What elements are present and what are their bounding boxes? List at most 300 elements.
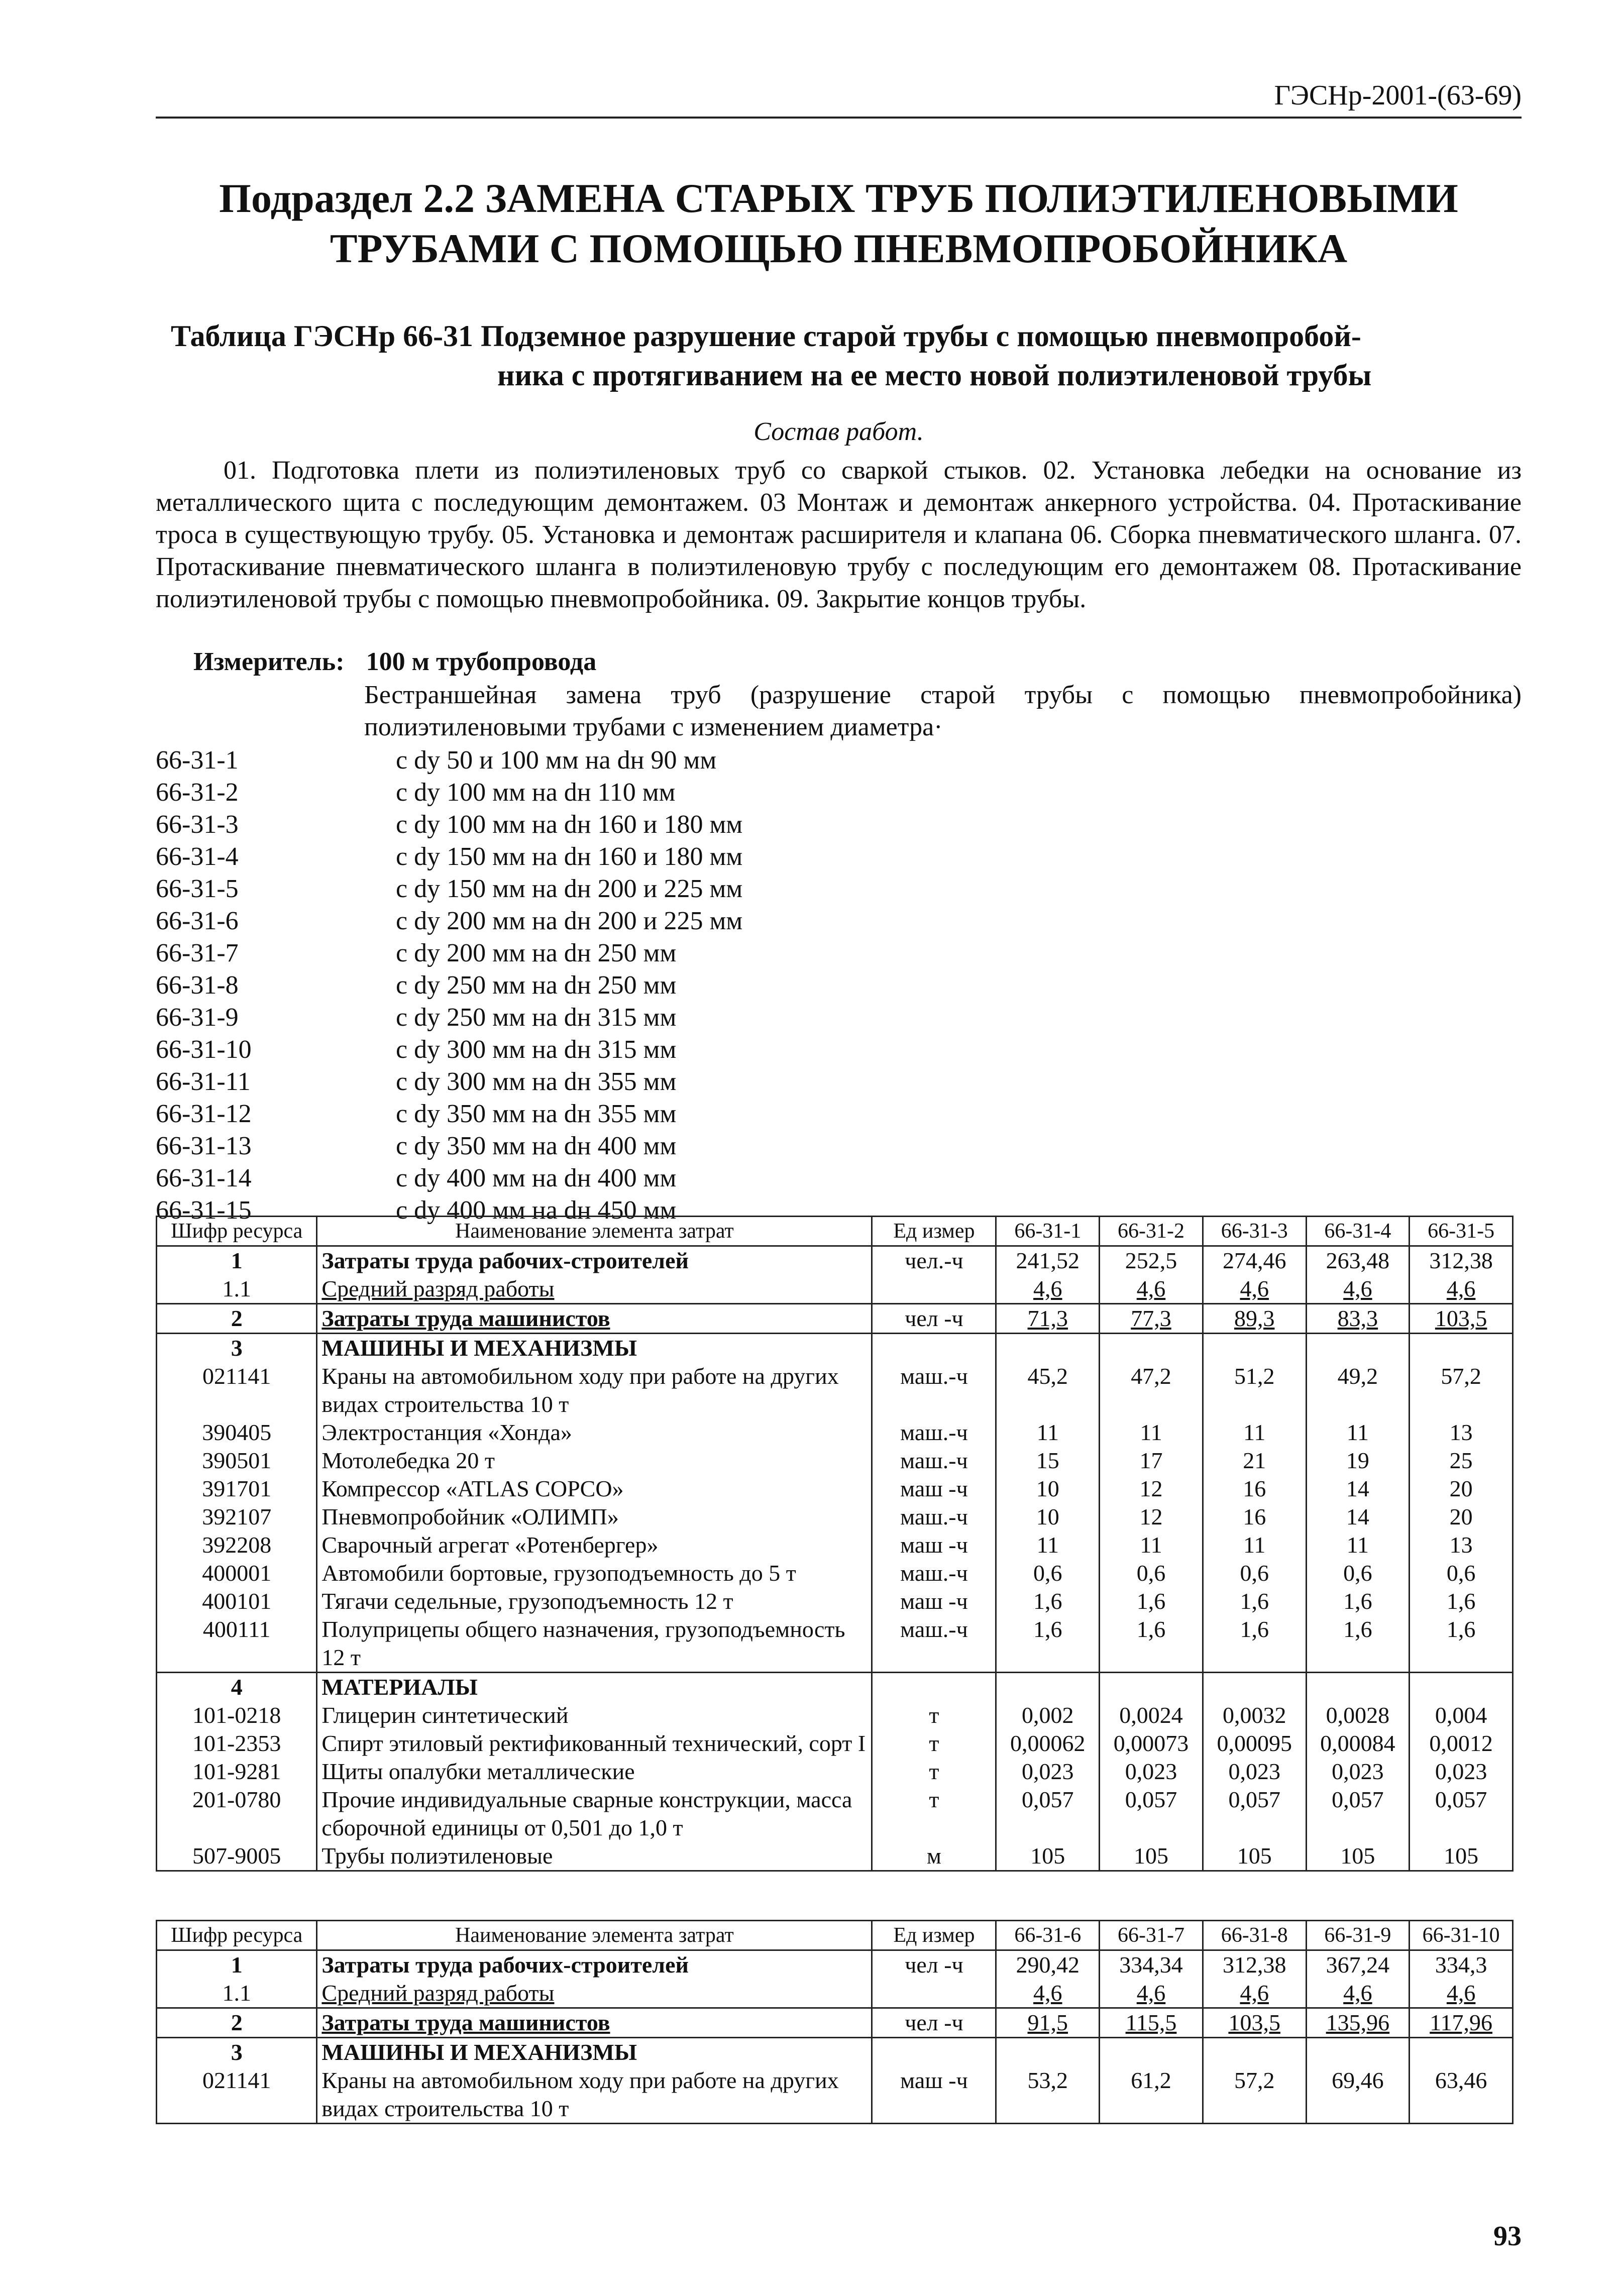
resource-value-text: 115,5	[1125, 2010, 1177, 2035]
resource-name	[317, 1362, 872, 1418]
code-id: 66-31-13	[156, 1132, 252, 1160]
resource-value-text: 0,023	[1435, 1759, 1487, 1784]
resource-value	[1410, 1673, 1513, 1702]
resource-value-text: 77,3	[1131, 1305, 1171, 1331]
code-description: с dy 300 мм на dн 355 мм	[396, 1067, 677, 1096]
resource-unit-text: маш.-ч	[900, 1616, 968, 1642]
resource-unit-text: т	[929, 1787, 939, 1812]
resource-value-text: 12	[1139, 1476, 1163, 1501]
resource-value-text: 1,6	[1033, 1588, 1062, 1614]
resource-value-text: 117,96	[1430, 2010, 1493, 2035]
resource-code-text: 1	[231, 1248, 243, 1273]
resource-value	[1306, 1587, 1410, 1615]
resource-value	[996, 1758, 1100, 1786]
resource-value-text: 11	[1243, 1532, 1266, 1558]
resource-value	[1410, 1729, 1513, 1758]
resource-name-text: Затраты труда машинистов	[321, 2010, 610, 2035]
column-header: 66-31-9	[1306, 1921, 1410, 1950]
resource-value-text: 4,6	[1033, 1980, 1062, 2006]
resource-value	[1100, 1559, 1203, 1587]
code-id: 66-31-14	[156, 1164, 252, 1192]
resource-value-text: 0,057	[1435, 1787, 1487, 1812]
resource-value	[1410, 1246, 1513, 1275]
resource-value-text: 252,5	[1125, 1248, 1177, 1273]
resource-code	[157, 1447, 317, 1475]
resource-value	[1410, 1615, 1513, 1673]
table-row	[157, 2008, 1513, 2038]
resource-name-text: Краны на автомобильном ходу при работе на других видах строительства 10 т	[321, 1363, 839, 1417]
code-id: 66-31-8	[156, 971, 239, 1000]
resource-code-text: 101-9281	[192, 1759, 281, 1784]
resource-code-text: 201-0780	[192, 1787, 281, 1812]
table-row	[157, 1587, 1513, 1615]
resource-value	[1203, 2008, 1306, 2038]
resource-value	[1100, 1362, 1203, 1418]
code-list-item	[156, 969, 742, 1002]
resource-value	[1100, 1587, 1203, 1615]
code-id: 66-31-5	[156, 874, 239, 903]
resource-unit-text: маш.-ч	[900, 1504, 968, 1529]
resource-code	[157, 1362, 317, 1418]
resource-code	[157, 1786, 317, 1842]
resource-unit	[872, 1475, 996, 1503]
resource-value	[996, 1246, 1100, 1275]
table-row	[157, 1475, 1513, 1503]
resource-name-text: Средний разряд работы	[321, 1980, 555, 2006]
resource-value	[1100, 1246, 1203, 1275]
resource-unit	[872, 1950, 996, 1980]
measure-value: 100 м трубопровода	[366, 647, 597, 676]
resource-value-text: 1,6	[1136, 1616, 1166, 1642]
resource-value	[996, 1503, 1100, 1531]
column-header: Ед измер	[872, 1921, 996, 1950]
resource-value-text: 57,2	[1234, 2067, 1275, 2093]
resource-name	[317, 2066, 872, 2124]
resource-name	[317, 1418, 872, 1447]
code-description: с dy 200 мм на dн 250 мм	[396, 939, 677, 967]
resource-name-text: Прочие индивидуальные сварные конструкции, масса сборочной единицы от 0,501 до 1,0 т	[321, 1787, 852, 1840]
resource-value	[1306, 2008, 1410, 2038]
resource-code	[157, 1531, 317, 1559]
resource-value-text: 263,48	[1326, 1248, 1390, 1273]
column-header: 66-31-7	[1100, 1921, 1203, 1950]
resource-value	[1100, 1842, 1203, 1871]
resource-value	[1306, 1559, 1410, 1587]
resource-value-text: 15	[1036, 1448, 1059, 1473]
resource-value	[1203, 1304, 1306, 1334]
resource-value	[1100, 1447, 1203, 1475]
resource-value-text: 25	[1449, 1448, 1473, 1473]
resource-value	[1203, 2038, 1306, 2067]
resource-name	[317, 2038, 872, 2067]
code-description: с dy 100 мм на dн 110 мм	[396, 778, 676, 807]
resource-value	[1100, 1701, 1203, 1729]
code-description: с dy 350 мм на dн 400 мм	[396, 1132, 677, 1160]
resource-name	[317, 2008, 872, 2038]
resource-value	[1203, 1531, 1306, 1559]
code-id: 66-31-15	[156, 1196, 252, 1225]
resource-value-text: 105	[1444, 1843, 1479, 1869]
resource-unit-text: маш.-ч	[900, 1419, 968, 1445]
table-row	[157, 1758, 1513, 1786]
resource-value-text: 57,2	[1441, 1363, 1481, 1389]
resource-value-text: 49,2	[1337, 1363, 1378, 1389]
resource-value-text: 47,2	[1131, 1363, 1171, 1389]
resource-unit-text: маш.-ч	[900, 1448, 968, 1473]
subsection-title-line-1: Подраздел 2.2 ЗАМЕНА СТАРЫХ ТРУБ ПОЛИЭТИЛЕНОВЫМИ	[219, 175, 1458, 221]
code-list-item	[156, 1066, 742, 1098]
resource-value	[1410, 2066, 1513, 2124]
resource-value-text: 274,46	[1222, 1248, 1286, 1273]
column-header: Наименование элемента затрат	[317, 1921, 872, 1950]
resource-name	[317, 1475, 872, 1503]
table-row	[157, 1304, 1513, 1334]
code-list-item	[156, 1034, 742, 1066]
resource-value-text: 0,6	[1446, 1560, 1476, 1586]
resource-name-text: Средний разряд работы	[321, 1276, 555, 1301]
resource-code-text: 392208	[202, 1532, 272, 1558]
resource-value-text: 1,6	[1033, 1616, 1062, 1642]
resource-value	[1306, 1673, 1410, 1702]
resource-value	[1306, 1246, 1410, 1275]
measure-label: Измеритель:	[193, 647, 345, 676]
resource-value	[1100, 1729, 1203, 1758]
resource-unit-text: маш -ч	[900, 1476, 968, 1501]
resource-code	[157, 2066, 317, 2124]
table-row	[157, 1729, 1513, 1758]
table-row	[157, 1531, 1513, 1559]
resource-value-text: 1,6	[1240, 1588, 1269, 1614]
resource-code	[157, 1615, 317, 1673]
resource-value	[996, 1418, 1100, 1447]
column-header: Шифр ресурса	[157, 1921, 317, 1950]
resource-unit	[872, 1531, 996, 1559]
code-list-item	[156, 937, 742, 969]
resource-name-text: Глицерин синтетический	[321, 1702, 569, 1728]
resource-value	[1100, 1950, 1203, 1980]
resource-value-text: 0,023	[1125, 1759, 1177, 1784]
resource-name-text: Затраты труда рабочих-строителей	[321, 1952, 689, 1978]
resource-value	[996, 1587, 1100, 1615]
resource-value	[1100, 1275, 1203, 1304]
resource-value	[1410, 2008, 1513, 2038]
resource-unit	[872, 1559, 996, 1587]
resource-value-text: 10	[1036, 1504, 1059, 1529]
resource-unit	[872, 1729, 996, 1758]
resource-value-text: 0,0032	[1222, 1702, 1286, 1728]
resource-value-text: 1,6	[1240, 1616, 1269, 1642]
resource-value-text: 61,2	[1131, 2067, 1171, 2093]
resource-value	[1100, 1503, 1203, 1531]
column-header: 66-31-1	[996, 1217, 1100, 1246]
resource-table-2	[156, 1920, 1513, 2124]
resource-code-text: 1.1	[222, 1980, 251, 2006]
resource-unit-text: чел -ч	[905, 2010, 963, 2035]
resource-value-text: 367,24	[1326, 1952, 1390, 1978]
resource-value-text: 45,2	[1027, 1363, 1068, 1389]
resource-value-text: 1,6	[1446, 1616, 1476, 1642]
resource-value-text: 19	[1346, 1448, 1369, 1473]
code-list-item	[156, 744, 742, 777]
resource-name	[317, 1559, 872, 1587]
resource-code-text: 400101	[202, 1588, 272, 1614]
resource-value	[1306, 1842, 1410, 1871]
works-text: 01. Подготовка плети из полиэтиленовых труб со сваркой стыков. 02. Установка лебедки на основание из металлического щита с последующим демонтажем. 03 Монтаж и демонтаж анкерного устройства. 04. Протаскивание троса в существующую трубу. 05. Установка и демонтаж расширителя и клапана 06. Сборка пневматического шланга. 07. Протаскивание пневматического шланга в полиэтиленовую трубу с последующим его демонтажем 08. Протаскивание полиэтиленовой трубы с помощью пневмопробойника. 09. Закрытие концов трубы.	[156, 456, 1522, 613]
resource-value	[1203, 1334, 1306, 1363]
code-id: 66-31-3	[156, 810, 239, 839]
column-header: 66-31-2	[1100, 1217, 1203, 1246]
resource-value	[1410, 1559, 1513, 1587]
resource-value	[1306, 1275, 1410, 1304]
code-id: 66-31-1	[156, 746, 239, 775]
code-list-item	[156, 905, 742, 937]
works-heading: Состав работ.	[753, 417, 924, 446]
code-id: 66-31-9	[156, 1003, 239, 1032]
resource-value	[996, 1729, 1100, 1758]
resource-name-text: Сварочный агрегат «Ротенбергер»	[321, 1532, 659, 1558]
resource-value-text: 4,6	[1240, 1980, 1269, 2006]
resource-value-text: 20	[1449, 1504, 1473, 1529]
resource-name-text: Щиты опалубки металлические	[321, 1759, 635, 1784]
resource-name	[317, 1304, 872, 1334]
resource-code-text: 400001	[202, 1560, 272, 1586]
resource-unit	[872, 2066, 996, 2124]
resource-value-text: 4,6	[1240, 1276, 1269, 1301]
resource-value-text: 334,3	[1435, 1952, 1487, 1978]
resource-code-text: 021141	[202, 1363, 271, 1389]
code-description: с dy 300 мм на dн 315 мм	[396, 1035, 677, 1064]
resource-name	[317, 1531, 872, 1559]
resource-code-text: 4	[231, 1674, 243, 1700]
resource-value-text: 4,6	[1446, 1276, 1476, 1301]
resource-value	[1306, 1950, 1410, 1980]
resource-value-text: 105	[1237, 1843, 1272, 1869]
resource-value-text: 91,5	[1027, 2010, 1068, 2035]
resource-code	[157, 1559, 317, 1587]
resource-table-1	[156, 1216, 1513, 1872]
resource-name	[317, 1758, 872, 1786]
resource-name-text: Спирт этиловый ректификованный технический, сорт I	[321, 1730, 866, 1756]
resource-value	[996, 1559, 1100, 1587]
resource-name-text: Затраты труда рабочих-строителей	[321, 1248, 689, 1273]
resource-code-text: 021141	[202, 2067, 271, 2093]
resource-value	[1410, 1758, 1513, 1786]
code-description: с dy 400 мм на dн 450 мм	[396, 1196, 677, 1225]
resource-unit	[872, 1447, 996, 1475]
code-id: 66-31-7	[156, 939, 239, 967]
resource-value-text: 0,0024	[1119, 1702, 1183, 1728]
resource-name-text: Краны на автомобильном ходу при работе на других видах строительства 10 т	[321, 2067, 839, 2121]
code-description: с dy 350 мм на dн 355 мм	[396, 1100, 677, 1128]
resource-value	[1100, 2066, 1203, 2124]
resource-value-text: 10	[1036, 1476, 1059, 1501]
resource-unit	[872, 2038, 996, 2067]
resource-code	[157, 1673, 317, 1702]
code-description: с dy 200 мм на dн 200 и 225 мм	[396, 907, 743, 935]
resource-name	[317, 1979, 872, 2008]
resource-name	[317, 1786, 872, 1842]
resource-unit	[872, 1503, 996, 1531]
resource-value	[996, 1842, 1100, 1871]
resource-value-text: 11	[1036, 1532, 1059, 1558]
resource-code	[157, 2008, 317, 2038]
resource-value	[1306, 1418, 1410, 1447]
resource-value-text: 0,002	[1022, 1702, 1074, 1728]
measure-unit	[193, 647, 596, 677]
resource-value-text: 13	[1449, 1419, 1473, 1445]
resource-value	[1100, 2038, 1203, 2067]
code-list-item	[156, 1002, 742, 1034]
resource-value-text: 63,46	[1435, 2067, 1487, 2093]
column-header: 66-31-5	[1410, 1217, 1513, 1246]
table-row	[157, 1979, 1513, 2008]
resource-value	[1410, 1531, 1513, 1559]
resource-value	[996, 1615, 1100, 1673]
resource-value	[1410, 1979, 1513, 2008]
column-header: 66-31-4	[1306, 1217, 1410, 1246]
resource-code-text: 391701	[202, 1476, 272, 1501]
resource-value-text: 0,6	[1240, 1560, 1269, 1586]
resource-unit-text: маш -ч	[900, 1588, 968, 1614]
code-id: 66-31-4	[156, 842, 239, 871]
resource-value	[996, 1304, 1100, 1334]
code-id: 66-31-6	[156, 907, 239, 935]
resource-code	[157, 1418, 317, 1447]
resource-value	[1203, 1503, 1306, 1531]
subsection-title	[156, 173, 1522, 274]
resource-value-text: 105	[1340, 1843, 1375, 1869]
code-list-item	[156, 873, 742, 905]
code-list-item	[156, 1098, 742, 1130]
resource-code	[157, 1503, 317, 1531]
resource-value-text: 4,6	[1033, 1276, 1062, 1301]
code-description: с dy 400 мм на dн 400 мм	[396, 1164, 677, 1192]
resource-value	[1410, 2038, 1513, 2067]
resource-value-text: 0,023	[1228, 1759, 1280, 1784]
table-title-line-2: ника с протягиванием на ее место новой полиэтиленовой трубы	[497, 359, 1372, 392]
resource-code	[157, 1304, 317, 1334]
code-description: с dy 150 мм на dн 200 и 225 мм	[396, 874, 743, 903]
resource-name	[317, 1729, 872, 1758]
resource-code-text: 101-0218	[192, 1702, 281, 1728]
code-list-item	[156, 841, 742, 873]
code-id: 66-31-2	[156, 778, 239, 807]
resource-value-text: 290,42	[1016, 1952, 1080, 1978]
resource-unit-text: маш.-ч	[900, 1560, 968, 1586]
table-row	[157, 1246, 1513, 1275]
resource-value	[1203, 1729, 1306, 1758]
resource-value-text: 4,6	[1136, 1980, 1166, 2006]
resource-value-text: 0,00084	[1320, 1730, 1395, 1756]
resource-unit	[872, 1275, 996, 1304]
resource-code-text: 390501	[202, 1448, 272, 1473]
document-code: ГЭСНр-2001-(63-69)	[1274, 80, 1522, 111]
resource-value-text: 69,46	[1332, 2067, 1384, 2093]
resource-value	[1306, 2038, 1410, 2067]
resource-value-text: 11	[1243, 1419, 1266, 1445]
resource-code-text: 3	[231, 2039, 243, 2065]
resource-value	[1203, 1673, 1306, 1702]
resource-value	[996, 1362, 1100, 1418]
resource-unit	[872, 1701, 996, 1729]
resource-value	[996, 1334, 1100, 1363]
resource-name	[317, 1673, 872, 1702]
table-row	[157, 2038, 1513, 2067]
resource-value-text: 0,6	[1136, 1560, 1166, 1586]
resource-value-text: 0,057	[1332, 1787, 1384, 1812]
resource-value-text: 0,057	[1228, 1787, 1280, 1812]
resource-name-text: Автомобили бортовые, грузоподъемность до 5 т	[321, 1560, 796, 1586]
table-row	[157, 1334, 1513, 1363]
resource-value	[996, 1475, 1100, 1503]
resource-value-text: 12	[1139, 1504, 1163, 1529]
resource-name-text: МАТЕРИАЛЫ	[321, 1674, 478, 1700]
resource-code-text: 507-9005	[192, 1843, 281, 1869]
resource-value	[1306, 2066, 1410, 2124]
resource-code	[157, 1475, 317, 1503]
resource-value-text: 0,0028	[1326, 1702, 1390, 1728]
resource-code-text: 101-2353	[192, 1730, 281, 1756]
table-title	[171, 316, 1501, 395]
resource-code-text: 3	[231, 1335, 243, 1361]
code-description: с dy 250 мм на dн 315 мм	[396, 1003, 677, 1032]
resource-value-text: 16	[1243, 1504, 1266, 1529]
resource-value-text: 0,6	[1343, 1560, 1372, 1586]
resource-value	[1203, 1559, 1306, 1587]
page-number: 93	[1493, 2221, 1522, 2252]
code-description: с dy 150 мм на dн 160 и 180 мм	[396, 842, 743, 871]
resource-value	[996, 1447, 1100, 1475]
resource-value	[1410, 1275, 1513, 1304]
resource-unit	[872, 1304, 996, 1334]
resource-value	[1410, 1701, 1513, 1729]
column-header: 66-31-6	[996, 1921, 1100, 1950]
resource-value	[1306, 1334, 1410, 1363]
subsection-title-line-2: ТРУБАМИ С ПОМОЩЬЮ ПНЕВМОПРОБОЙНИКА	[330, 226, 1348, 271]
column-header: Наименование элемента затрат	[317, 1217, 872, 1246]
resource-value	[1410, 1786, 1513, 1842]
resource-code	[157, 1950, 317, 1980]
column-header: Шифр ресурса	[157, 1217, 317, 1246]
table-row	[157, 1615, 1513, 1673]
resource-value-text: 103,5	[1228, 2010, 1280, 2035]
resource-value-text: 0,0012	[1429, 1730, 1493, 1756]
resource-unit-text: т	[929, 1730, 939, 1756]
table-row	[157, 1559, 1513, 1587]
resource-code	[157, 1842, 317, 1871]
resource-value	[996, 1531, 1100, 1559]
resource-code-text: 1	[231, 1952, 243, 1978]
resource-value	[1306, 1475, 1410, 1503]
resource-value-text: 1,6	[1343, 1588, 1372, 1614]
resource-value-text: 135,96	[1326, 2010, 1390, 2035]
resource-unit-text: маш.-ч	[900, 1363, 968, 1389]
resource-value	[1203, 1701, 1306, 1729]
resource-unit	[872, 1418, 996, 1447]
resource-name-text: Компрессор «ATLAS COPCO»	[321, 1476, 624, 1501]
resource-unit-text: чел -ч	[905, 1305, 963, 1331]
resource-value-text: 105	[1134, 1843, 1168, 1869]
resource-unit	[872, 1362, 996, 1418]
resource-value	[1203, 1950, 1306, 1980]
resource-value-text: 4,6	[1343, 1980, 1372, 2006]
code-id: 66-31-10	[156, 1035, 252, 1064]
resource-value	[1410, 1362, 1513, 1418]
resource-name-text: Трубы полиэтиленовые	[321, 1843, 553, 1869]
column-header: 66-31-8	[1203, 1921, 1306, 1950]
resource-code-text: 400111	[202, 1616, 271, 1642]
column-header: Ед измер	[872, 1217, 996, 1246]
